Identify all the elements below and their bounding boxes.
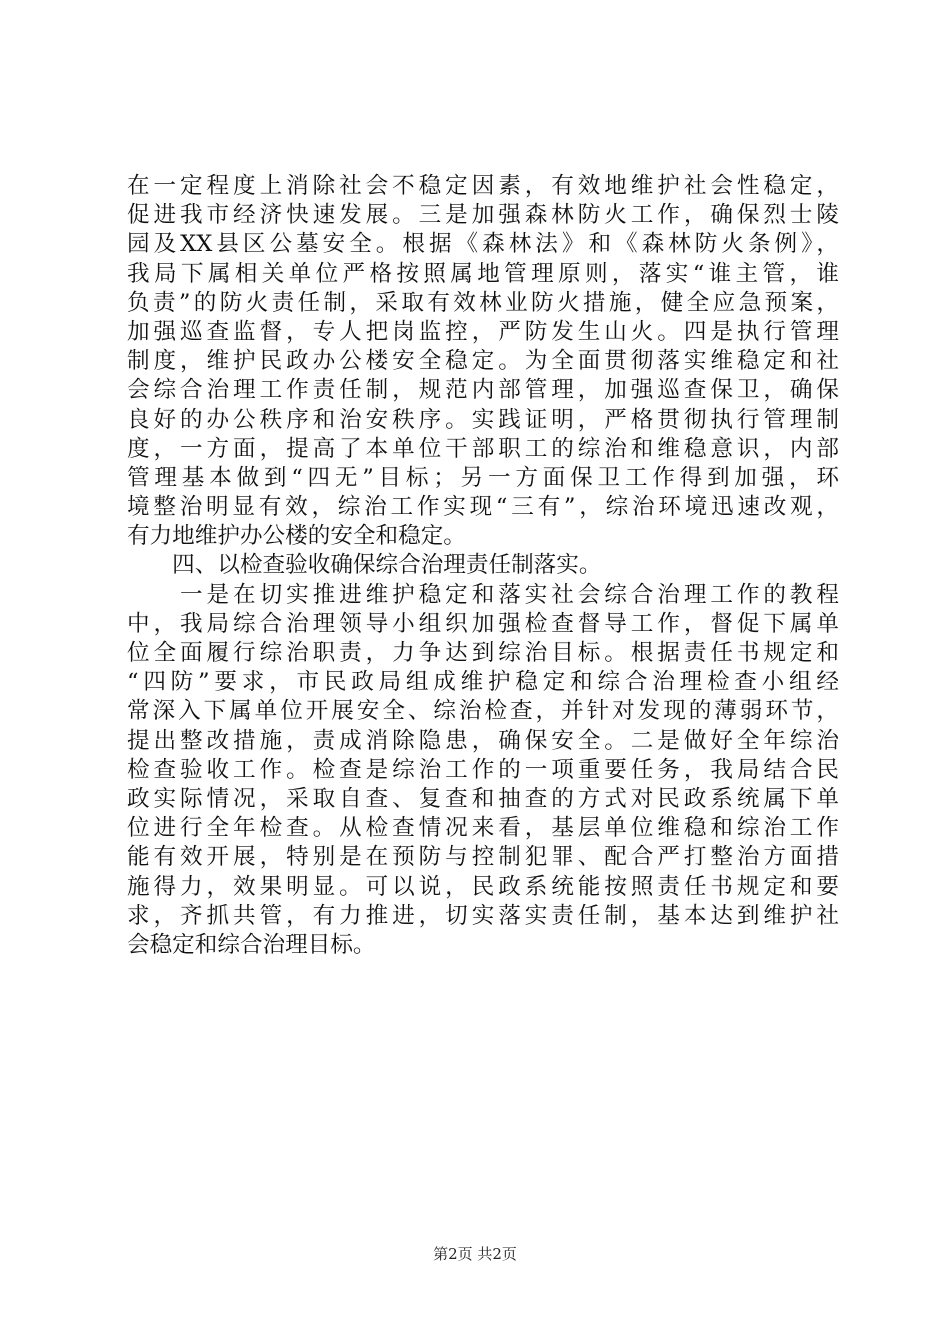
text-line: 我局下属相关单位严格按照属地管理原则，落实“谁主管，谁 — [127, 260, 839, 287]
text-line: 常深入下属单位开展安全、综治检查，并针对发现的薄弱环节， — [127, 698, 839, 725]
text-line: 位全面履行综治职责，力争达到综治目标。根据责任书规定和 — [127, 640, 839, 666]
page-number: 第2页 共2页 — [433, 1245, 517, 1263]
text-line: 检查验收工作。检查是综治工作的一项重要任务，我局结合民 — [127, 756, 839, 783]
text-line: 度，一方面，提高了本单位干部职工的综治和维稳意识，内部 — [127, 435, 839, 462]
text-line: “四防”要求，市民政局组成维护稳定和综合治理检查小组经 — [127, 669, 839, 696]
text-line: 促进我市经济快速发展。三是加强森林防火工作，确保烈士陵 — [127, 202, 839, 229]
text-line: 加强巡查监督，专人把岗监控，严防发生山火。四是执行管理 — [127, 318, 839, 345]
text-line: 政实际情况，采取自查、复查和抽查的方式对民政系统属下单 — [127, 785, 839, 812]
text-line: 会综合治理工作责任制，规范内部管理，加强巡查保卫，确保 — [127, 377, 839, 404]
text-line: 制度，维护民政办公楼安全稳定。为全面贯彻落实维稳定和社 — [127, 348, 839, 375]
paragraph-end-line: 有力地维护办公楼的安全和稳定。 — [127, 523, 466, 550]
text-line: 负责”的防火责任制，采取有效林业防火措施，健全应急预案， — [127, 289, 839, 316]
paragraph-end-line: 会稳定和综合治理目标。 — [127, 931, 376, 958]
text-line: 园及XX县区公墓安全。根据《森林法》和《森林防火条例》， — [127, 231, 839, 258]
text-line: 求，齐抓共管，有力推进，切实落实责任制，基本达到维护社 — [127, 902, 839, 929]
text-line: 境整治明显有效，综治工作实现“三有”，综治环境迅速改观， — [127, 494, 839, 521]
text-line: 一是在切实推进维护稳定和落实社会综合治理工作的教程 — [127, 581, 839, 608]
text-line: 管理基本做到“四无”目标；另一方面保卫工作得到加强，环 — [127, 464, 839, 491]
document-body — [127, 172, 839, 960]
text-line: 中，我局综合治理领导小组织加强检查督导工作，督促下属单 — [127, 610, 839, 637]
text-line: 在一定程度上消除社会不稳定因素，有效地维护社会性稳定， — [127, 173, 839, 199]
text-line: 位进行全年检查。从检查情况来看，基层单位维稳和综治工作 — [127, 815, 839, 842]
section-heading: 四、以检查验收确保综合治理责任制落实。 — [127, 552, 602, 579]
text-line: 提出整改措施，责成消除隐患，确保安全。二是做好全年综治 — [127, 727, 839, 754]
text-line: 施得力，效果明显。可以说，民政系统能按照责任书规定和要 — [127, 873, 839, 900]
text-line: 良好的办公秩序和治安秩序。实践证明，严格贯彻执行管理制 — [127, 406, 839, 433]
text-line: 能有效开展，特别是在预防与控制犯罪、配合严打整治方面措 — [127, 844, 839, 871]
